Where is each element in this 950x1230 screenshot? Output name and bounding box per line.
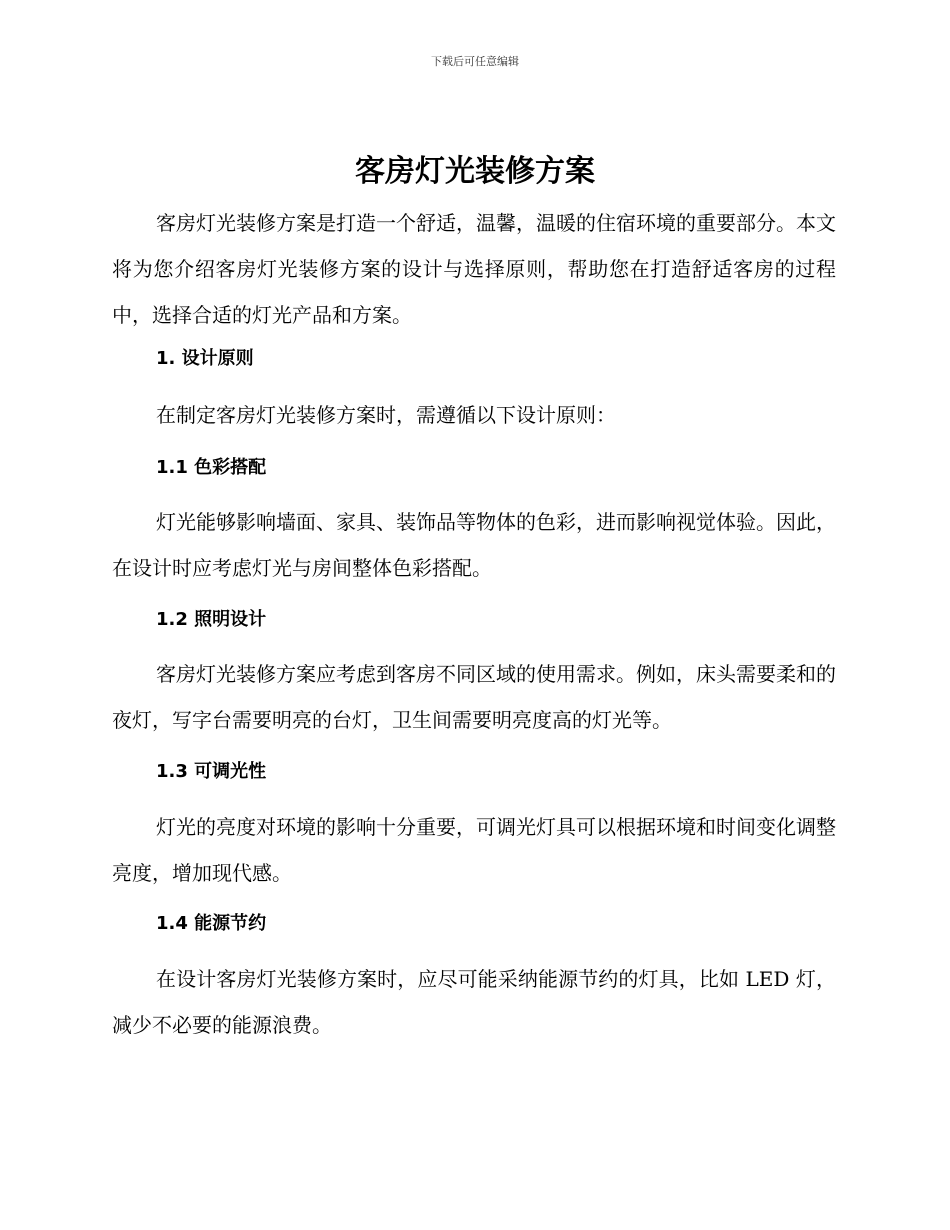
section-1-1-heading: 1.1 色彩搭配	[156, 457, 267, 478]
section-1-4-heading: 1.4 能源节约	[156, 913, 267, 934]
section-1-paragraph: 在制定客房灯光装修方案时，需遵循以下设计原则：	[156, 403, 616, 427]
section-1-4-paragraph: 在设计客房灯光装修方案时，应尽可能采纳能源节约的灯具，比如 LED 灯，减少不必要的能源浪费。	[112, 967, 836, 1037]
section-1-3-paragraph: 灯光的亮度对环境的影响十分重要，可调光灯具可以根据环境和时间变化调整亮度，增加现代感。	[112, 815, 836, 885]
section-1-heading: 1. 设计原则	[156, 348, 254, 369]
section-1-2-paragraph: 客房灯光装修方案应考虑到客房不同区域的使用需求。例如，床头需要柔和的夜灯，写字台需要明亮的台灯，卫生间需要明亮度高的灯光等。	[112, 662, 836, 732]
header-note: 下载后可任意编辑	[431, 55, 519, 68]
section-1-1-paragraph: 灯光能够影响墙面、家具、装饰品等物体的色彩，进而影响视觉体验。因此，在设计时应考虑灯光与房间整体色彩搭配。	[112, 510, 836, 580]
section-1-3-heading: 1.3 可调光性	[156, 761, 267, 782]
intro-paragraph: 客房灯光装修方案是打造一个舒适，温馨，温暖的住宿环境的重要部分。本文将为您介绍客房灯光装修方案的设计与选择原则，帮助您在打造舒适客房的过程中，选择合适的灯光产品和方案。	[112, 211, 836, 327]
document-title: 客房灯光装修方案	[355, 154, 595, 189]
section-1-2-heading: 1.2 照明设计	[156, 609, 267, 630]
